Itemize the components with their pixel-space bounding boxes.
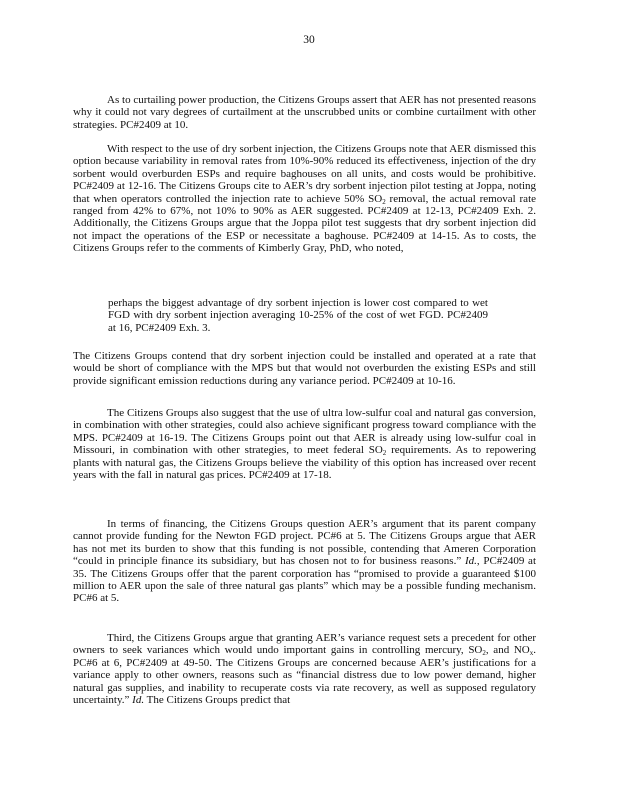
text-segment: In terms of financing, the Citizens Groups question AER’s argument that its parent company cannot provide funding for the Newton FGD project. PC#6 at 5. The Citizens Groups argue that AER has not met its burden to show that this funding is not possible, contending that Ameren Corporation “could in principle finance its subsidiary, but has chosen not to for business reasons.” [73,518,536,568]
text-segment: , PC#2409 at 35. The Citizens Groups offer that the parent corporation has “promised to provide a guaranteed $100 million to AER upon the sale of three natural gas plants” which may be a possible funding mechanism. PC#6 at 5. [73,555,536,605]
paragraph-financing [73,518,536,605]
text-segment: . PC#6 at 6, PC#2409 at 49-50. The Citizens Groups are concerned because AER’s justifications for a variance apply to other owners, reasons such as “financial distress due to low power demand, higher natural gas supplies, and inability to recuperate costs via rate recovery, as well as supposed regulatory uncertainty.” [73,644,537,707]
text-segment: Third, the Citizens Groups argue that granting AER’s variance request sets a precedent for other owners to seek variances which would undo important gains in controlling mercury, SO [73,632,536,657]
text-segment: removal, the actual removal rate ranged from 42% to 67%, not 10% to 90% as AER suggested. PC#2409 at 12-13, PC#2409 Exh. 2. Additionally, the Citizens Groups argue that the Joppa pilot test suggests that dry sorbent injection did not impact the operations of the ESP or necessitate a baghouse. PC#2409 at 14-15. As to costs, the Citizens Groups refer to the comments of Kimberly Gray, PhD, who noted, [73,192,537,255]
subscript: 2 [382,449,387,458]
paragraph-installation: The Citizens Groups contend that dry sorbent injection could be installed and operated at a rate that would be short of compliance with the MPS but that would not overburden the existing ESPs and still provide significant emission reductions during any variance period. PC#2409 at 10-16. [73,350,536,387]
subscript: x [529,649,534,658]
text-segment: , and NO [485,644,530,657]
citation-id: Id. [132,694,145,707]
text-segment: requirements. As to repowering plants with natural gas, the Citizens Groups believe the viability of this option has increased over recent years with the fall in natural gas prices. PC#2409 at 17-18. [73,444,537,482]
page-number: 30 [303,34,315,46]
paragraph-precedent [73,632,536,706]
paragraph-low-sulfur [73,407,536,481]
citation-id: Id. [464,555,477,568]
subscript: 2 [482,649,486,658]
block-quote: perhaps the biggest advantage of dry sorbent injection is lower cost compared to wet FGD with dry sorbent injection averaging 10-25% of the cost of wet FGD. PC#2409 at 16, PC#2409 Exh. 3. [108,297,488,334]
text-segment: The Citizens Groups predict that [144,694,291,707]
text-segment: With respect to the use of dry sorbent injection, the Citizens Groups note that AER dismissed this option because variability in removal rates from 10%-90% reduced its effectiveness, injection of the dry sorbent would overburden ESPs and require baghouses on all units, and costs would be prohibitive. PC#2409 at 12-16. The Citizens Groups cite to AER’s dry sorbent injection pilot testing at Joppa, noting that when operators controlled the injection rate to achieve 50% SO [73,143,536,205]
subscript: 2 [382,197,386,206]
paragraph-curtailment: As to curtailing power production, the Citizens Groups assert that AER has not presented reasons why it could not vary degrees of curtailment at the unscrubbed units or combine curtailment with other strategies. PC#2409 at 10. [73,94,536,131]
text-segment: The Citizens Groups also suggest that the use of ultra low-sulfur coal and natural gas conversion, in combination with other strategies, could also achieve significant progress toward compliance with the MPS. PC#2409 at 16-19. The Citizens Groups point out that AER is already using low-sulfur coal in Missouri, in combination with other strategies, to meet federal SO [73,407,536,457]
paragraph-dry-sorbent [73,143,536,255]
